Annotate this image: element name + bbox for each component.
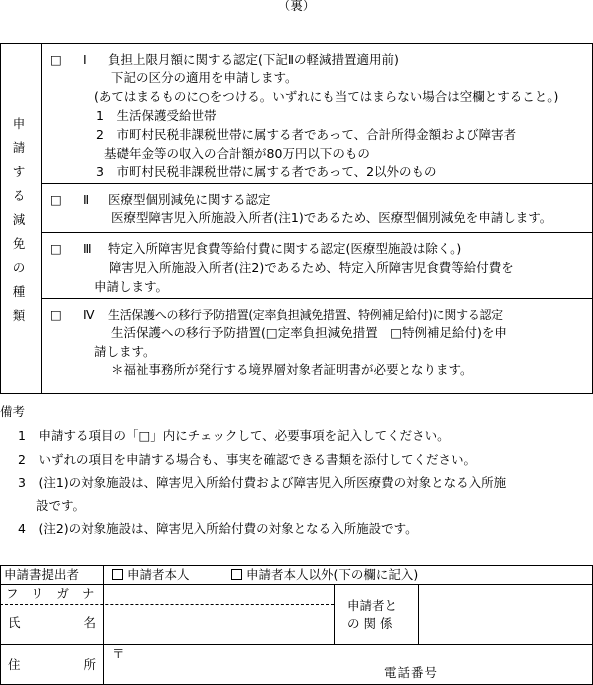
address-label-char: 所 (83, 657, 96, 672)
furigana-label: フリガナ (6, 586, 108, 601)
section-4-note: ＊福祉事務所が発行する境界層対象者証明書が必要となります。 (111, 362, 473, 377)
section-2-title: 医療型個別減免に関する認定 (108, 192, 271, 207)
vertical-char: す (12, 164, 26, 179)
section-4-checkbox[interactable]: □ (50, 307, 62, 322)
page-title: （裏） (277, 0, 316, 13)
furigana-field[interactable] (104, 585, 333, 603)
section-4-numeral: Ⅳ (83, 307, 95, 322)
relation-label-line1: 申請者と (347, 598, 398, 613)
section-4-line: 生活保護への移行予防措置(□定率負担減免措置 □特例補足給付)を申 (111, 325, 507, 340)
name-label-char: 氏 (8, 615, 21, 630)
section-1-checkbox[interactable]: □ (50, 52, 62, 67)
vertical-char: 減 (12, 212, 26, 227)
section-divider (41, 183, 593, 184)
name-label (8, 614, 96, 632)
section-divider (41, 232, 593, 233)
section-1-option-2-cont: 基礎年金等の収入の合計額が80万円以下のもの (104, 146, 370, 161)
vertical-char: 請 (12, 140, 26, 155)
relation-label-line2: の関係 (347, 616, 397, 631)
address-label-char: 住 (8, 657, 21, 672)
section-2-line: 医療型障害児入所施設入所者(注1)であるため、医療型個別減免を申請します。 (111, 210, 553, 225)
vertical-label-reduction-type (8, 112, 30, 328)
section-1-option-1: 1 生活保護受給世帯 (96, 108, 217, 123)
phone-label: 電話番号 (384, 665, 439, 680)
section-1-option-3: 3 市町村民税非課税世帯に属する者であって、2以外のもの (96, 164, 437, 179)
section-3-numeral: Ⅲ (83, 241, 92, 256)
address-label (8, 656, 96, 674)
note-item-cont: 設です。 (36, 498, 86, 513)
postal-code-mark: 〒 (112, 646, 125, 661)
section-1-numeral: Ⅰ (83, 52, 87, 67)
section-1-line: (あてはまるものに○をつける。いずれにも当てはまらない場合は空欄とすること。) (94, 89, 559, 104)
section-4-title: 生活保護への移行予防措置(定率負担減免措置、特例補足給付)に関する認定 (108, 308, 503, 322)
checkbox-icon (231, 569, 242, 580)
note-item: 3 (注1)の対象施設は、障害児入所給付費および障害児入所医療費の対象となる入所施 (18, 475, 507, 490)
section-2-checkbox[interactable]: □ (50, 192, 62, 207)
table-column-divider (41, 43, 42, 394)
name-label-char: 名 (83, 615, 96, 630)
option-self-label: 申請者本人 (126, 567, 190, 582)
vertical-char: 免 (12, 236, 26, 251)
name-field[interactable] (104, 605, 333, 643)
vertical-char: 類 (12, 308, 26, 323)
option-other-label: 申請者本人以外(下の欄に記入) (245, 567, 419, 582)
note-item: 4 (注2)の対象施設は、障害児入所給付費の対象となる入所施設です。 (18, 521, 418, 536)
section-4-line: 請します。 (94, 344, 156, 359)
notes-heading: 備考 (0, 404, 26, 419)
vertical-char: の (12, 260, 26, 275)
relation-field[interactable] (419, 585, 591, 643)
section-3-title: 特定入所障害児食費等給付費に関する認定(医療型施設は除く。) (108, 241, 462, 256)
submitter-label: 申請書提出者 (4, 567, 80, 582)
section-2-numeral: Ⅱ (83, 192, 90, 207)
checkbox-icon (112, 569, 123, 580)
section-1-title: 負担上限月額に関する認定(下記Ⅱの軽減措置適用前) (108, 52, 399, 67)
submitter-self-option[interactable] (112, 566, 190, 584)
section-3-line: 障害児入所施設入所者(注2)であるため、特定入所障害児食費等給付費を (109, 260, 514, 275)
section-3-checkbox[interactable]: □ (50, 241, 62, 256)
note-item: 2 いずれの項目を申請する場合も、事実を確認できる書類を添付してください。 (18, 452, 476, 467)
vertical-char: 種 (12, 284, 26, 299)
section-1-line: 下記の区分の適用を申請します。 (111, 70, 298, 85)
submitter-other-option[interactable] (231, 566, 418, 584)
address-field[interactable] (104, 645, 591, 683)
section-3-line: 申請します。 (94, 279, 169, 294)
vertical-char: 申 (12, 116, 26, 131)
vertical-char: る (12, 188, 26, 203)
relation-divider-left (334, 584, 335, 644)
section-1-option-2: 2 市町村民税非課税世帯に属する者であって、合計所得金額および障害者 (96, 127, 517, 142)
section-divider (41, 298, 593, 299)
note-item: 1 申請する項目の「□」内にチェックして、必要事項を記入してください。 (18, 428, 450, 443)
